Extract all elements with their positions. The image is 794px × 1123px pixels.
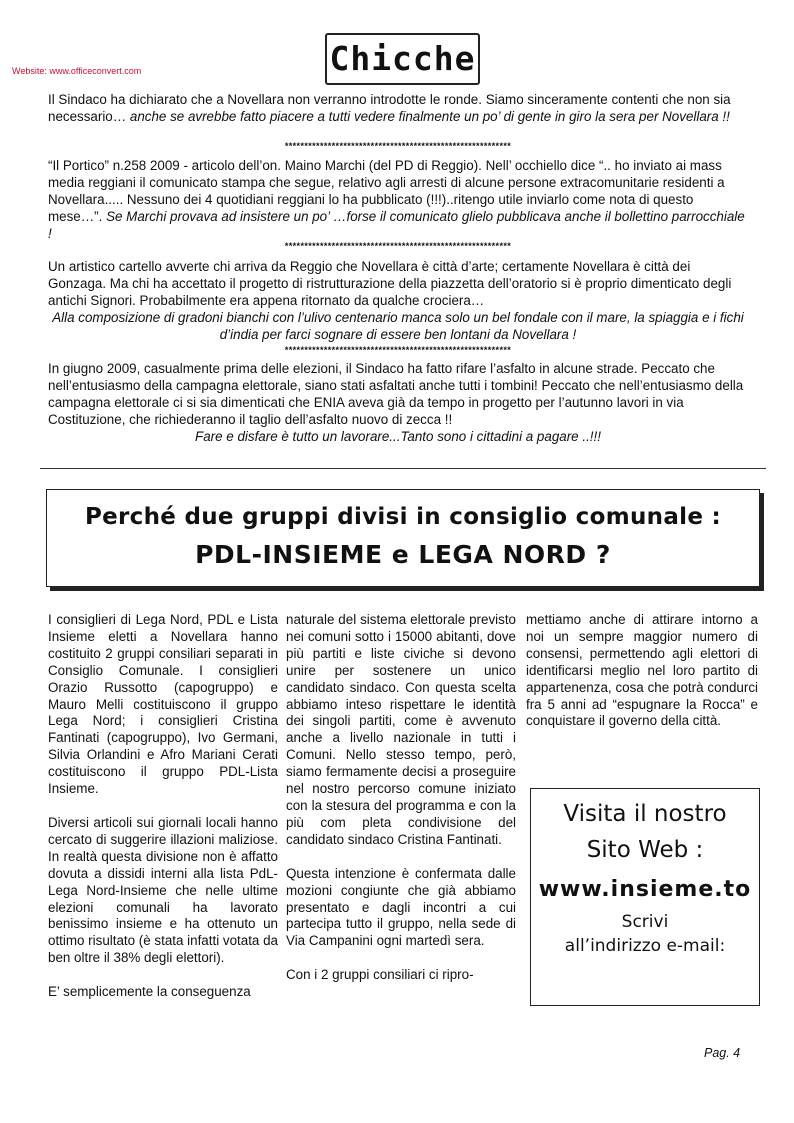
headline-line-1: Perché due gruppi divisi in consiglio comunale : (84, 504, 722, 530)
promo-line: Visita il nostro (563, 801, 727, 827)
chicche-paragraph-2 (48, 158, 748, 243)
promo-line: Scrivi (621, 912, 669, 932)
headline-box (46, 489, 760, 587)
article-column-2 (286, 612, 516, 984)
title-box (325, 33, 480, 85)
article-paragraph: mettiamo anche di attirare intorno a noi un sempre maggior numero di consensi, permettendo agli elettori di identificarsi meglio nel loro partito di appartenenza, cosa che potrà condurci fra 5 anni ad “espugnare la Rocca” e conquistare il governo della città. (526, 612, 758, 729)
website-credit: Website: www.officeconvert.com (12, 66, 142, 76)
page-number: Pag. 4 (704, 1046, 741, 1060)
headline-line-2: PDL-INSIEME e LEGA NORD ? (195, 540, 611, 569)
paragraph-italic: Fare e disfare è tutto un lavorare...Tanto sono i cittadini a pagare ..!!! (195, 428, 601, 444)
article-column-3 (526, 612, 758, 730)
chicche-paragraph-4 (48, 361, 748, 446)
paragraph-italic: Se Marchi provava ad insistere un po’ …forse il comunicato glielo pubblicava anche il bollettino parrocchiale ! (48, 208, 745, 241)
paragraph-text: In giugno 2009, casualmente prima delle elezioni, il Sindaco ha fatto rifare l’asfalto in alcune strade. Peccato che nell’entusiasmo della campagna elettorale, siano stati asfaltati anche tutti i tombini! Peccato che nell’entusiasmo della campagna elettorale ci si sia dimenticati che ENIA aveva già da tempo in progetto per l’autunno lavori in via Costituzione, che richiederanno il taglio dell’asfalto nuovo di zecca !! (48, 361, 744, 427)
paragraph-text: “Il Portico” n.258 2009 - articolo dell’on. Maino Marchi (del PD di Reggio). Nell’ occhiello dice “.. ho inviato ai mass media reggiani il comunicato stampa che segue, relativo agli arresti di alcune persone extracomunitarie residenti a Novellara..... Nessuno dei 4 quotidiani reggiani lo ha pubblicato (!!!)..ritengo utile inviarlo come nota di questo mese…”. (48, 158, 725, 224)
chicche-paragraph-3 (48, 259, 748, 344)
article-paragraph: Questa intenzione è confermata dalle mozioni congiunte che già abbiamo presentato e dagli incontri a cui partecipa tutto il gruppo, nella sede di Via Campanini ogni martedì sera. (286, 865, 516, 949)
promo-line: all’indirizzo e-mail: (564, 936, 726, 956)
section-divider (40, 468, 766, 469)
paragraph-text: Il Sindaco ha dichiarato che a Novellara non verranno introdotte le ronde. Siamo sinceramente contenti che non sia necessario… (48, 92, 731, 124)
article-column-1 (48, 612, 278, 1001)
article-paragraph: E’ semplicemente la conseguenza (48, 984, 251, 1000)
separator-stars: ********************************************************** (284, 141, 512, 151)
separator-stars: ********************************************************** (284, 345, 512, 355)
promo-url: www.insieme.to (538, 877, 752, 902)
website-promo-box (530, 788, 760, 1006)
paragraph-italic: Alla composizione di gradoni bianchi con l’ulivo centenario manca solo un bel fondale con il mare, la spiaggia e i fichi d’india per farci sognare di essere ben lontani da Novellara ! (52, 309, 744, 342)
separator-stars: ********************************************************** (284, 241, 512, 251)
page-title: Chicche (329, 39, 476, 78)
chicche-paragraph-1 (48, 92, 748, 126)
paragraph-italic: anche se avrebbe fatto piacere a tutti vedere finalmente un po’ di gente in giro la sera per Novellara !! (129, 108, 730, 124)
article-paragraph: Diversi articoli sui giornali locali hanno cercato di suggerire illazioni maliziose. In realtà questa divisione non è affatto dovuta a dissidi interni alla lista PdL-Lega Nord-Insieme che nelle ultime elezioni comunali ha lavorato benissimo insieme e ha ottenuto un ottimo risultato (è stata infatti votata da ben oltre il 38% degli elettori). (48, 814, 278, 966)
promo-line: Sito Web : (586, 837, 704, 863)
paragraph-text: Un artistico cartello avverte chi arriva da Reggio che Novellara è città d’arte; certamente Novellara è città dei Gonzaga. Ma chi ha accettato il progetto di ristrutturazione della piazzetta dell’oratorio si è proprio dimenticato degli antichi Signori. Probabilmente era appena ritornato da qualche crociera… (48, 259, 732, 308)
article-paragraph: naturale del sistema elettorale previsto nei comuni sotto i 15000 abitanti, dove più partiti e liste civiche si devono unire per sostenere un unico candidato sindaco. Con questa scelta abbiamo inteso rispettare le identità dei singoli partiti, come è avvenuto anche a livello nazionale in tutti i Comuni. Nello stesso tempo, però, siamo fermamente decisi a proseguire nel nostro percorso comune iniziato con la stesura del programma e con la più com pleta condivisione del candidato sindaco Cristina Fantinati. (286, 612, 516, 847)
article-paragraph: Con i 2 gruppi consiliari ci ripro- (286, 967, 474, 983)
article-paragraph: I consiglieri di Lega Nord, PDL e Lista Insieme eletti a Novellara hanno costituito 2 gruppi consiliari separati in Consiglio Comunale. I consiglieri Orazio Russotto (capogruppo) e Mauro Melli costituiscono il gruppo Lega Nord; i consiglieri Cristina Fantinati (capogruppo), Ivo Germani, Silvia Orlandini e Afro Mariani Cerati costituiscono il gruppo PDL-Lista Insieme. (48, 612, 278, 797)
